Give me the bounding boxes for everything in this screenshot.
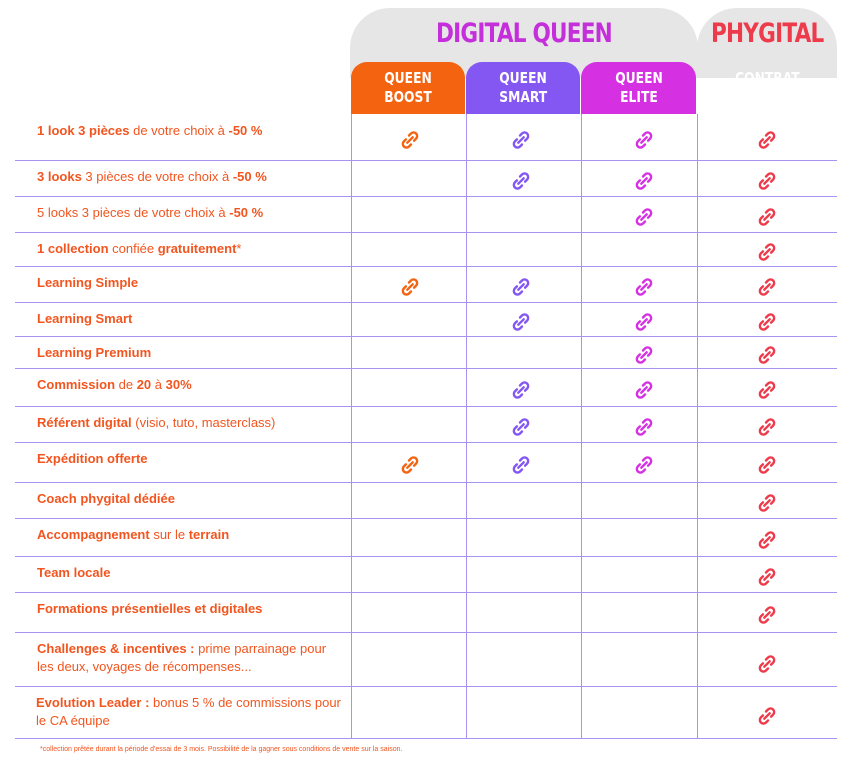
plan-name-line1: CONTRAT	[734, 69, 800, 87]
feature-label-text: 5 looks 3 pièces de votre choix à	[37, 205, 230, 220]
column-divider	[466, 114, 467, 738]
plan-name-line1: QUEEN	[384, 69, 432, 87]
plan-name-line2: BOOST	[384, 88, 432, 106]
link-icon	[509, 453, 533, 477]
feature-label	[36, 694, 341, 730]
feature-label	[37, 240, 342, 258]
link-icon	[632, 275, 656, 299]
feature-label-bold: gratuitement	[157, 241, 237, 256]
row-divider	[15, 232, 837, 233]
feature-label-bold: terrain	[188, 527, 230, 542]
row-divider	[15, 482, 837, 483]
feature-label-bold: 3 looks	[37, 169, 82, 184]
row-divider	[15, 442, 837, 443]
feature-label-text: *	[236, 241, 242, 256]
link-icon	[398, 275, 422, 299]
link-icon	[509, 275, 533, 299]
plan-name-line1: QUEEN	[614, 69, 663, 87]
row-divider	[15, 196, 837, 197]
feature-label-bold: Learning Simple	[37, 275, 139, 290]
link-icon	[755, 565, 779, 589]
feature-label-text: confiée	[108, 241, 158, 256]
row-divider	[15, 738, 837, 739]
feature-label	[37, 600, 342, 618]
link-icon	[755, 704, 779, 728]
link-icon	[755, 310, 779, 334]
link-icon	[509, 169, 533, 193]
link-icon	[755, 415, 779, 439]
feature-label-bold: Evolution Leader :	[36, 695, 150, 710]
link-icon	[632, 169, 656, 193]
link-icon	[632, 128, 656, 152]
link-icon	[398, 128, 422, 152]
link-icon	[755, 240, 779, 264]
feature-label-text: de	[115, 377, 137, 392]
footnote: *collection prêtée durant la période d'essai de 3 mois. Possibilité de la gagner sous conditions de vente sur la saison.	[40, 746, 403, 753]
link-icon	[755, 491, 779, 515]
link-icon	[755, 343, 779, 367]
row-divider	[15, 266, 837, 267]
feature-label	[37, 490, 342, 508]
feature-label	[37, 204, 342, 222]
plan-queen-elite	[581, 62, 696, 114]
row-divider	[15, 686, 837, 687]
feature-label-bold: Learning Smart	[37, 311, 133, 326]
feature-label-bold: 1 collection	[37, 241, 109, 256]
feature-label-bold: Commission	[37, 377, 116, 392]
plan-name-line2: PHYGITAL	[733, 88, 801, 106]
feature-label-bold: 1 look 3 pièces	[37, 123, 130, 138]
plan-name-line2: SMART	[499, 88, 547, 106]
feature-label-text: prime parrainage pour les deux, voyages de récompenses...	[37, 641, 327, 674]
feature-label	[37, 450, 342, 468]
feature-label-bold: -50 %	[232, 169, 267, 184]
feature-label-bold: Challenges & incentives :	[37, 641, 195, 656]
feature-label	[37, 526, 342, 544]
row-divider	[15, 406, 837, 407]
plan-name-line2: ELITE	[619, 88, 658, 106]
feature-label-bold: Formations présentielles et digitales	[37, 601, 263, 616]
link-icon	[755, 378, 779, 402]
link-icon	[632, 343, 656, 367]
feature-label	[37, 344, 342, 362]
feature-label-bold: Coach phygital dédiée	[37, 491, 175, 506]
feature-label	[37, 640, 342, 676]
link-icon	[509, 310, 533, 334]
feature-label	[37, 414, 342, 432]
link-icon	[755, 128, 779, 152]
feature-label-text: (visio, tuto, masterclass)	[131, 415, 276, 430]
group-title: DIGITAL QUEEN	[436, 18, 612, 49]
feature-label-bold: -50 %	[229, 205, 264, 220]
feature-label	[37, 310, 342, 328]
link-icon	[632, 378, 656, 402]
link-icon	[509, 128, 533, 152]
link-icon	[755, 205, 779, 229]
link-icon	[755, 652, 779, 676]
plan-queen-boost	[351, 62, 465, 114]
plan-name-line1: QUEEN	[499, 69, 547, 87]
feature-label-bold: Expédition offerte	[37, 451, 148, 466]
link-icon	[398, 453, 422, 477]
link-icon	[632, 205, 656, 229]
link-icon	[632, 453, 656, 477]
feature-label	[37, 168, 342, 186]
row-divider	[15, 632, 837, 633]
feature-label-bold: Learning Premium	[37, 345, 152, 360]
link-icon	[755, 275, 779, 299]
group-title: PHYGITAL	[711, 18, 824, 49]
link-icon	[755, 603, 779, 627]
link-icon	[755, 453, 779, 477]
row-divider	[15, 302, 837, 303]
row-divider	[15, 592, 837, 593]
feature-label	[37, 122, 342, 140]
feature-label-text: bonus 5 % de commissions pour le CA équipe	[36, 695, 341, 728]
column-divider	[351, 114, 352, 738]
link-icon	[509, 415, 533, 439]
feature-label-text: 3 pièces de votre choix à	[81, 169, 233, 184]
feature-label	[37, 564, 342, 582]
link-icon	[755, 528, 779, 552]
column-divider	[697, 114, 698, 738]
feature-label	[37, 274, 342, 292]
feature-label-bold: Team locale	[37, 565, 111, 580]
link-icon	[755, 169, 779, 193]
feature-label-bold: Accompagnement	[37, 527, 150, 542]
feature-label-text: à	[151, 377, 166, 392]
row-divider	[15, 556, 837, 557]
link-icon	[509, 378, 533, 402]
feature-label-bold: 30%	[165, 377, 192, 392]
row-divider	[15, 368, 837, 369]
feature-label	[37, 376, 342, 394]
feature-label-text: sur le	[149, 527, 189, 542]
plan-queen-smart	[466, 62, 580, 114]
feature-label-bold: Référent digital	[37, 415, 132, 430]
column-divider	[581, 114, 582, 738]
feature-label-bold: 20	[136, 377, 152, 392]
link-icon	[632, 310, 656, 334]
feature-label-bold: -50 %	[228, 123, 263, 138]
link-icon	[632, 415, 656, 439]
feature-label-text: de votre choix à	[129, 123, 229, 138]
row-divider	[15, 518, 837, 519]
row-divider	[15, 160, 837, 161]
row-divider	[15, 336, 837, 337]
